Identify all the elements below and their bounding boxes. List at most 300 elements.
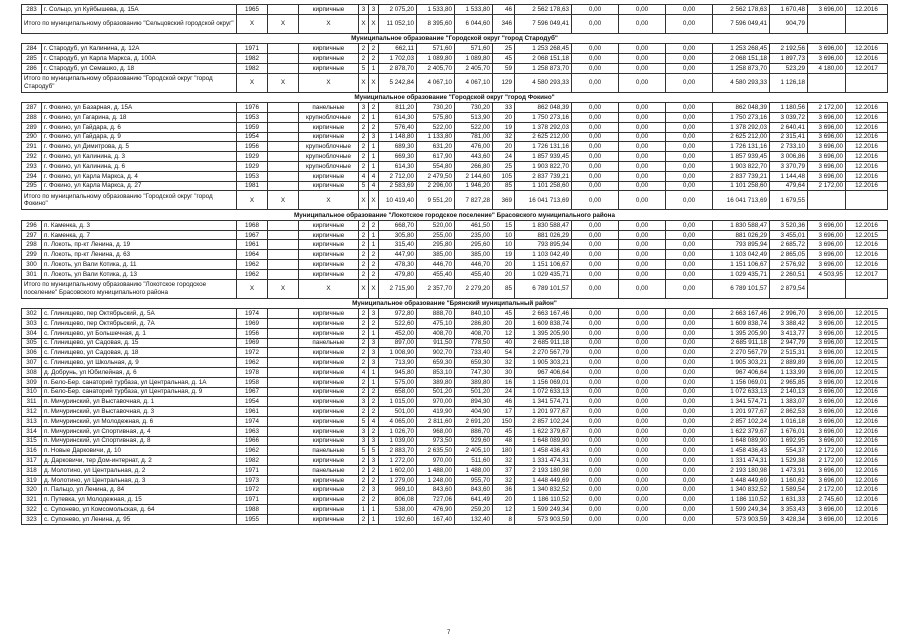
table-cell: кирпичные bbox=[299, 309, 359, 319]
table-cell: 3 696,00 bbox=[808, 54, 846, 64]
table-cell: 3 388,42 bbox=[770, 318, 808, 328]
table-cell: 0,00 bbox=[572, 505, 619, 515]
table-cell: кирпичные bbox=[299, 505, 359, 515]
table-cell: 85 bbox=[493, 181, 515, 191]
table-cell: 2 bbox=[369, 397, 379, 407]
table-cell: 0,00 bbox=[572, 348, 619, 358]
table-cell: 2 837 739,21 bbox=[515, 171, 572, 181]
table-cell: 2 640,41 bbox=[770, 122, 808, 132]
table-cell: 793 895,94 bbox=[515, 240, 572, 250]
table-cell: 12.2016 bbox=[846, 161, 888, 171]
table-cell: 2 bbox=[359, 132, 369, 142]
table-cell: 315 bbox=[22, 436, 42, 446]
table-cell: 0,00 bbox=[572, 475, 619, 485]
table-cell: 2 745,60 bbox=[808, 495, 846, 505]
table-cell: 1982 bbox=[237, 54, 268, 64]
table-cell: г. Фокино, ул Гайдара, д. 6 bbox=[42, 122, 237, 132]
table-cell: 0,00 bbox=[619, 230, 666, 240]
table-cell: 2 576,92 bbox=[770, 260, 808, 270]
table-cell bbox=[268, 514, 299, 524]
table-cell: 2 bbox=[359, 338, 369, 348]
table-cell: 317 bbox=[22, 456, 42, 466]
subtotal-row bbox=[22, 73, 888, 92]
table-row bbox=[22, 122, 888, 132]
table-cell: 2 663 167,46 bbox=[515, 309, 572, 319]
table-cell bbox=[268, 348, 299, 358]
table-cell bbox=[268, 485, 299, 495]
table-cell: 20 bbox=[493, 112, 515, 122]
table-cell: 1954 bbox=[237, 132, 268, 142]
table-cell: 1 488,00 bbox=[417, 465, 455, 475]
table-cell: 0,00 bbox=[619, 338, 666, 348]
table-cell: 0,00 bbox=[572, 5, 619, 15]
table-cell: 1929 bbox=[237, 161, 268, 171]
table-cell bbox=[268, 269, 299, 279]
table-cell: 3 bbox=[369, 132, 379, 142]
table-cell: 3 696,00 bbox=[808, 250, 846, 260]
table-cell: 12 bbox=[493, 328, 515, 338]
table-cell: 404,90 bbox=[455, 407, 493, 417]
table-cell: 1 151 106,67 bbox=[713, 260, 770, 270]
table-cell: 1 bbox=[369, 63, 379, 73]
table-cell: 554,37 bbox=[770, 446, 808, 456]
table-cell: 1 599 249,34 bbox=[515, 505, 572, 515]
table-cell: 0,00 bbox=[666, 240, 713, 250]
table-cell: 2 bbox=[369, 103, 379, 113]
table-cell: X bbox=[359, 279, 369, 298]
table-cell: 288 bbox=[22, 112, 42, 122]
table-cell: 1962 bbox=[237, 358, 268, 368]
table-cell bbox=[268, 220, 299, 230]
table-cell bbox=[268, 505, 299, 515]
table-cell bbox=[268, 250, 299, 260]
table-cell: 311 bbox=[22, 397, 42, 407]
table-cell: 1 897,73 bbox=[770, 54, 808, 64]
table-cell: 853,10 bbox=[417, 367, 455, 377]
table-cell: 0,00 bbox=[666, 416, 713, 426]
table-cell: 1 750 273,16 bbox=[515, 112, 572, 122]
table-cell: 12.2015 bbox=[846, 338, 888, 348]
table-cell: 781,00 bbox=[455, 132, 493, 142]
table-cell: 730,20 bbox=[417, 103, 455, 113]
table-cell: Муниципальное образование "Локотское городское поселение" Брасовского муниципального района bbox=[22, 210, 888, 221]
table-cell bbox=[268, 112, 299, 122]
table-row bbox=[22, 54, 888, 64]
table-cell: 476,90 bbox=[417, 505, 455, 515]
table-cell: 970,00 bbox=[417, 456, 455, 466]
table-cell: г. Фокино, ул Гайдара, д. 9 bbox=[42, 132, 237, 142]
table-cell: 3 bbox=[369, 338, 379, 348]
table-cell: 48 bbox=[493, 436, 515, 446]
table-cell: 3 696,00 bbox=[808, 367, 846, 377]
table-cell: 0,00 bbox=[619, 446, 666, 456]
table-cell: кирпичные bbox=[299, 397, 359, 407]
table-cell: 576,40 bbox=[379, 122, 417, 132]
table-cell: 1 448 449,69 bbox=[515, 475, 572, 485]
table-cell: г. Стародуб, ул Калинина, д. 12А bbox=[42, 44, 237, 54]
table-cell: 747,30 bbox=[455, 367, 493, 377]
table-cell: 12.2016 bbox=[846, 485, 888, 495]
table-cell: 1958 bbox=[237, 377, 268, 387]
table-cell: п. Мичуринский, ул Молодежная, д. 6 bbox=[42, 416, 237, 426]
table-cell: 0,00 bbox=[619, 514, 666, 524]
table-cell: кирпичные bbox=[299, 318, 359, 328]
table-row bbox=[22, 318, 888, 328]
table-cell: с. Глинищево, пер Октябрьский, д. 5А bbox=[42, 309, 237, 319]
table-cell: 1 bbox=[359, 505, 369, 515]
table-cell: 0,00 bbox=[572, 103, 619, 113]
table-cell: 0,00 bbox=[666, 171, 713, 181]
table-cell: 897,00 bbox=[379, 338, 417, 348]
table-cell: 0,00 bbox=[572, 152, 619, 162]
table-cell: крупноблочные bbox=[299, 161, 359, 171]
table-cell: 322 bbox=[22, 505, 42, 515]
table-cell: 3 696,00 bbox=[808, 387, 846, 397]
table-cell: 2 562 178,63 bbox=[515, 5, 572, 15]
table-cell: 0,00 bbox=[619, 73, 666, 92]
table-cell: 24 bbox=[493, 152, 515, 162]
table-cell: 298 bbox=[22, 240, 42, 250]
table-cell: 1968 bbox=[237, 220, 268, 230]
table-cell: 2 625 212,00 bbox=[713, 132, 770, 142]
table-cell: 2 562 178,63 bbox=[713, 5, 770, 15]
table-cell: 4 bbox=[369, 416, 379, 426]
table-cell: 1 726 131,16 bbox=[713, 142, 770, 152]
table-cell: 2 bbox=[359, 122, 369, 132]
table-cell: X bbox=[369, 191, 379, 210]
table-cell: кирпичные bbox=[299, 260, 359, 270]
table-cell: кирпичные bbox=[299, 171, 359, 181]
table-cell: 3 413,77 bbox=[770, 328, 808, 338]
table-cell: 369 bbox=[493, 191, 515, 210]
table-cell: 150 bbox=[493, 416, 515, 426]
table-cell: 12.2016 bbox=[846, 112, 888, 122]
table-cell: 3 696,00 bbox=[808, 161, 846, 171]
table-cell: 0,00 bbox=[572, 338, 619, 348]
table-cell: крупноблочные bbox=[299, 112, 359, 122]
table-cell: с. Глинищево, ул Садовая, д. 15 bbox=[42, 338, 237, 348]
table-cell: 12.2016 bbox=[846, 416, 888, 426]
table-cell: 3 696,00 bbox=[808, 240, 846, 250]
table-cell: 2 bbox=[369, 54, 379, 64]
table-cell bbox=[268, 387, 299, 397]
table-cell: 1 692,95 bbox=[770, 436, 808, 446]
table-cell: 0,00 bbox=[666, 485, 713, 495]
table-cell: 180 bbox=[493, 446, 515, 456]
table-row bbox=[22, 309, 888, 319]
table-cell: 5 bbox=[369, 446, 379, 456]
table-cell: п. Мичуринский, ул Спортивная, д. 4 bbox=[42, 426, 237, 436]
table-cell: 0,00 bbox=[666, 465, 713, 475]
table-cell: кирпичные bbox=[299, 328, 359, 338]
table-row bbox=[22, 181, 888, 191]
table-cell: 3 696,00 bbox=[808, 230, 846, 240]
table-cell: 2 857 102,24 bbox=[515, 416, 572, 426]
table-cell: 501,00 bbox=[379, 407, 417, 417]
table-cell: кирпичные bbox=[299, 348, 359, 358]
table-cell: 32 bbox=[493, 132, 515, 142]
table-cell: 1 201 977,67 bbox=[515, 407, 572, 417]
table-cell: 3 353,43 bbox=[770, 505, 808, 515]
table-cell: 1972 bbox=[237, 485, 268, 495]
table-cell: 1971 bbox=[237, 495, 268, 505]
table-cell: 11 052,10 bbox=[379, 14, 417, 33]
table-cell bbox=[846, 14, 888, 33]
table-cell: 0,00 bbox=[619, 475, 666, 485]
table-body bbox=[22, 5, 888, 525]
table-cell: 1962 bbox=[237, 269, 268, 279]
table-cell: 443,60 bbox=[455, 152, 493, 162]
table-cell: 3 696,00 bbox=[808, 112, 846, 122]
table-cell: 1 bbox=[369, 230, 379, 240]
table-cell: 1962 bbox=[237, 260, 268, 270]
table-cell: п. Каменка, д. 7 bbox=[42, 230, 237, 240]
table-cell: панельные bbox=[299, 446, 359, 456]
table-cell: 2 bbox=[359, 260, 369, 270]
table-cell: 2 625 212,00 bbox=[515, 132, 572, 142]
table-cell: 0,00 bbox=[666, 181, 713, 191]
table-cell: 12.2016 bbox=[846, 397, 888, 407]
table-cell: 2 878,70 bbox=[379, 63, 417, 73]
table-cell: 0,00 bbox=[619, 426, 666, 436]
table-cell: 4 067,10 bbox=[455, 73, 493, 92]
table-cell bbox=[268, 338, 299, 348]
table-cell: 881 026,29 bbox=[515, 230, 572, 240]
table-cell: 0,00 bbox=[619, 348, 666, 358]
table-cell: 2 172,00 bbox=[808, 181, 846, 191]
table-cell: 0,00 bbox=[572, 328, 619, 338]
table-cell: 1971 bbox=[237, 465, 268, 475]
table-cell bbox=[808, 279, 846, 298]
table-cell: 1 602,00 bbox=[379, 465, 417, 475]
table-cell: 15 bbox=[493, 220, 515, 230]
table-cell: 1 126,18 bbox=[770, 73, 808, 92]
table-row bbox=[22, 495, 888, 505]
table-cell: п. Локоть, пр-кт Ленина, д. 19 bbox=[42, 240, 237, 250]
table-cell: 12.2016 bbox=[846, 220, 888, 230]
table-cell: 617,90 bbox=[417, 152, 455, 162]
table-cell: 8 395,60 bbox=[417, 14, 455, 33]
table-cell: 614,30 bbox=[379, 112, 417, 122]
table-cell: г. Сольцо, ул Куйбышева, д. 15А bbox=[42, 5, 237, 15]
table-cell: 0,00 bbox=[572, 269, 619, 279]
table-cell: кирпичные bbox=[299, 5, 359, 15]
table-cell: 0,00 bbox=[619, 122, 666, 132]
table-cell: 2 bbox=[359, 161, 369, 171]
table-cell: 511,60 bbox=[455, 456, 493, 466]
table-cell bbox=[808, 73, 846, 92]
table-cell: 12.2016 bbox=[846, 240, 888, 250]
table-cell: 1 341 574,71 bbox=[713, 397, 770, 407]
table-cell: 0,00 bbox=[619, 456, 666, 466]
table-cell: 0,00 bbox=[619, 103, 666, 113]
table-cell: 12.2015 bbox=[846, 230, 888, 240]
table-cell: 45 bbox=[493, 426, 515, 436]
table-cell: г. Фокино, ул Калинина, д. 6 bbox=[42, 161, 237, 171]
table-cell: 0,00 bbox=[572, 181, 619, 191]
table-cell: 293 bbox=[22, 161, 42, 171]
table-cell: 523,29 bbox=[770, 63, 808, 73]
table-cell: 3 bbox=[369, 348, 379, 358]
table-cell: кирпичные bbox=[299, 181, 359, 191]
table-cell: 1 830 588,47 bbox=[515, 220, 572, 230]
table-row bbox=[22, 161, 888, 171]
table-cell: 2 279,20 bbox=[455, 279, 493, 298]
table-cell: 1 bbox=[369, 152, 379, 162]
table-cell: 5 bbox=[359, 181, 369, 191]
table-cell: 40 bbox=[493, 338, 515, 348]
table-cell: п. Пальцо, ул Ленина, д. 84 bbox=[42, 485, 237, 495]
table-cell: 1978 bbox=[237, 367, 268, 377]
table-cell bbox=[268, 309, 299, 319]
table-row bbox=[22, 240, 888, 250]
table-cell: г. Фокино, ул Карла Маркса, д. 4 bbox=[42, 171, 237, 181]
table-cell: 10 bbox=[493, 240, 515, 250]
table-cell: п. Мичуринский, ул Спортивная, д. 8 bbox=[42, 436, 237, 446]
table-cell: 4 bbox=[359, 171, 369, 181]
table-cell: 1 631,33 bbox=[770, 495, 808, 505]
table-cell bbox=[268, 230, 299, 240]
table-cell: 0,00 bbox=[666, 269, 713, 279]
table-cell: 25 bbox=[493, 44, 515, 54]
table-cell: 2 144,60 bbox=[455, 171, 493, 181]
table-cell: г. Стародуб, ул Карла Маркса, д. 100А bbox=[42, 54, 237, 64]
table-cell: 6 044,60 bbox=[455, 14, 493, 33]
table-cell: 2 bbox=[359, 475, 369, 485]
table-row bbox=[22, 142, 888, 152]
table-cell: 3 696,00 bbox=[808, 416, 846, 426]
table-cell: 1981 bbox=[237, 181, 268, 191]
table-cell: 1 016,18 bbox=[770, 416, 808, 426]
table-cell: 4 bbox=[369, 171, 379, 181]
table-cell: 292 bbox=[22, 152, 42, 162]
table-cell: 0,00 bbox=[619, 269, 666, 279]
table-row bbox=[22, 436, 888, 446]
table-cell: 32 bbox=[493, 456, 515, 466]
table-row bbox=[22, 260, 888, 270]
table-cell: 7 596 049,41 bbox=[713, 14, 770, 33]
table-cell: 733,40 bbox=[455, 348, 493, 358]
table-row bbox=[22, 103, 888, 113]
table-cell: 1 648 089,90 bbox=[713, 436, 770, 446]
table-cell: 7 596 049,41 bbox=[515, 14, 572, 33]
table-cell: 1973 bbox=[237, 475, 268, 485]
table-cell bbox=[268, 358, 299, 368]
table-cell: 3 455,01 bbox=[770, 230, 808, 240]
document-table-sheet bbox=[21, 4, 887, 525]
table-cell: 1 702,03 bbox=[379, 54, 417, 64]
table-cell: 0,00 bbox=[619, 318, 666, 328]
table-cell: 1 378 292,03 bbox=[713, 122, 770, 132]
table-cell: 8 bbox=[493, 514, 515, 524]
table-cell: 0,00 bbox=[666, 514, 713, 524]
table-cell: 1 089,80 bbox=[455, 54, 493, 64]
table-cell: 1962 bbox=[237, 446, 268, 456]
table-cell: 0,00 bbox=[666, 103, 713, 113]
table-cell: 0,00 bbox=[572, 514, 619, 524]
table-cell: 2 811,60 bbox=[417, 416, 455, 426]
table-cell: кирпичные bbox=[299, 54, 359, 64]
table-cell: 0,00 bbox=[666, 230, 713, 240]
table-cell: 3 696,00 bbox=[808, 122, 846, 132]
table-cell: 573 903,59 bbox=[713, 514, 770, 524]
table-cell: 659,30 bbox=[455, 358, 493, 368]
table-cell: 313 bbox=[22, 416, 42, 426]
table-row bbox=[22, 132, 888, 142]
table-cell: 0,00 bbox=[572, 54, 619, 64]
table-cell: 1964 bbox=[237, 250, 268, 260]
table-cell: 25 bbox=[493, 161, 515, 171]
table-cell: 2 947,79 bbox=[770, 338, 808, 348]
table-cell: 2 bbox=[369, 44, 379, 54]
table-cell: 235,00 bbox=[455, 230, 493, 240]
table-cell: 713,90 bbox=[379, 358, 417, 368]
table-cell: 0,00 bbox=[572, 171, 619, 181]
table-cell bbox=[846, 191, 888, 210]
table-cell: 501,20 bbox=[417, 387, 455, 397]
table-row bbox=[22, 465, 888, 475]
table-cell: 1 156 069,01 bbox=[713, 377, 770, 387]
table-cell: 1 bbox=[369, 112, 379, 122]
table-cell: 881 026,29 bbox=[713, 230, 770, 240]
table-cell: 0,00 bbox=[619, 407, 666, 417]
table-cell: 2 bbox=[359, 514, 369, 524]
table-cell: 316 bbox=[22, 446, 42, 456]
table-cell bbox=[268, 122, 299, 132]
table-cell: 2 405,70 bbox=[455, 63, 493, 73]
table-cell: 1 946,20 bbox=[455, 181, 493, 191]
table-cell: 1976 bbox=[237, 103, 268, 113]
table-cell: 0,00 bbox=[572, 250, 619, 260]
table-cell: 1 258 873,70 bbox=[713, 63, 770, 73]
table-cell: 1963 bbox=[237, 426, 268, 436]
table-cell bbox=[268, 161, 299, 171]
table-row bbox=[22, 387, 888, 397]
table-cell: Муниципальное образование "Городской округ "город Стародуб" bbox=[22, 33, 888, 44]
table-cell: 0,00 bbox=[572, 279, 619, 298]
table-cell: 2 bbox=[359, 309, 369, 319]
table-cell: 0,00 bbox=[666, 112, 713, 122]
table-cell: 2 515,31 bbox=[770, 348, 808, 358]
table-cell: 2 193 180,98 bbox=[713, 465, 770, 475]
table-cell: 294 bbox=[22, 171, 42, 181]
table-cell: 2 bbox=[359, 112, 369, 122]
table-cell: 3 696,00 bbox=[808, 436, 846, 446]
table-cell: 1 903 822,70 bbox=[713, 161, 770, 171]
table-cell: 513,90 bbox=[455, 112, 493, 122]
table-cell: 0,00 bbox=[619, 377, 666, 387]
table-cell: 299 bbox=[22, 250, 42, 260]
table-cell: п. Локоть, ул Вали Котика, д. 11 bbox=[42, 260, 237, 270]
table-cell: 0,00 bbox=[666, 387, 713, 397]
table-cell: 1 750 273,16 bbox=[713, 112, 770, 122]
table-cell: 3 696,00 bbox=[808, 132, 846, 142]
table-cell: 1 bbox=[369, 142, 379, 152]
table-cell: кирпичные bbox=[299, 475, 359, 485]
table-cell: 1 488,00 bbox=[455, 465, 493, 475]
table-cell: 2 357,70 bbox=[417, 279, 455, 298]
table-cell: 2 172,00 bbox=[808, 456, 846, 466]
table-cell bbox=[268, 426, 299, 436]
table-cell: 1 133,99 bbox=[770, 367, 808, 377]
table-cell: 843,60 bbox=[455, 485, 493, 495]
table-cell: 968,00 bbox=[417, 426, 455, 436]
table-cell: 1982 bbox=[237, 63, 268, 73]
table-cell: 1 622 379,67 bbox=[515, 426, 572, 436]
table-cell: 12.2017 bbox=[846, 63, 888, 73]
table-cell: 3 bbox=[359, 426, 369, 436]
table-cell: 17 bbox=[493, 407, 515, 417]
